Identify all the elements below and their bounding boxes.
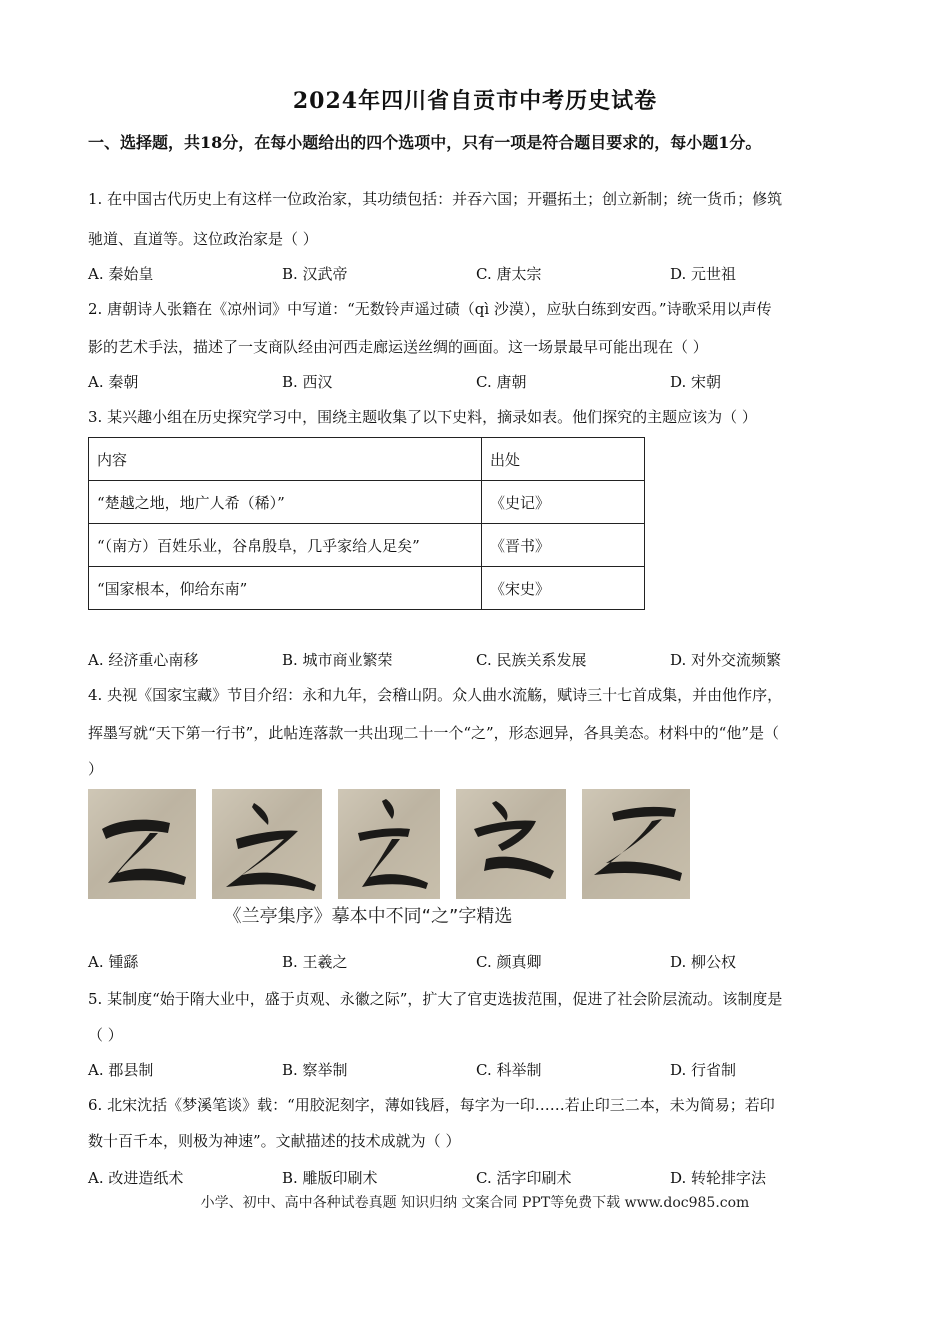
page-footer: 小学、初中、高中各种试卷真题 知识归纳 文案合同 PPT等免费下载 www.doc985.com bbox=[200, 1195, 750, 1211]
question-6-options bbox=[88, 1167, 868, 1189]
question-3-line-1: 3. 某兴趣小组在历史探究学习中，围绕主题收集了以下史料，摘录如表。他们探究的主题应该为（ ） bbox=[88, 408, 757, 426]
table-cell-content: “楚越之地，地广人希（稀）” bbox=[89, 481, 482, 524]
question-6-line-1: 6. 北宋沈括《梦溪笔谈》载：“用胶泥刻字，薄如钱唇，每字为一印……若止印三二本，未为简易；若印 bbox=[88, 1096, 775, 1114]
image-caption: 《兰亭集序》摹本中不同“之”字精选 bbox=[223, 906, 513, 927]
option-d[interactable]: D. 宋朝 bbox=[670, 373, 722, 391]
option-b[interactable]: B. 察举制 bbox=[282, 1061, 348, 1079]
option-a[interactable]: A. 秦始皇 bbox=[88, 265, 154, 283]
option-b[interactable]: B. 城市商业繁荣 bbox=[282, 651, 393, 669]
table-cell-content: “国家根本，仰给东南” bbox=[89, 567, 482, 610]
question-5-line-2: （ ） bbox=[88, 1026, 123, 1044]
source-table bbox=[88, 437, 645, 610]
question-5-options bbox=[88, 1059, 868, 1081]
table-cell-source: 《史记》 bbox=[482, 481, 645, 524]
option-a[interactable]: A. 郡县制 bbox=[88, 1061, 154, 1079]
option-b[interactable]: B. 西汉 bbox=[282, 373, 333, 391]
question-4-options bbox=[88, 951, 868, 973]
question-2-options bbox=[88, 371, 868, 393]
option-c[interactable]: C. 活字印刷术 bbox=[476, 1169, 572, 1187]
option-d[interactable]: D. 转轮排字法 bbox=[670, 1169, 767, 1187]
calligraphy-zhi-4 bbox=[456, 789, 566, 899]
option-d[interactable]: D. 柳公权 bbox=[670, 953, 737, 971]
option-c[interactable]: C. 科举制 bbox=[476, 1061, 542, 1079]
table-row bbox=[89, 567, 645, 610]
calligraphy-zhi-1 bbox=[88, 789, 196, 899]
option-c[interactable]: C. 唐朝 bbox=[476, 373, 527, 391]
option-c[interactable]: C. 颜真卿 bbox=[476, 953, 542, 971]
option-d[interactable]: D. 元世祖 bbox=[670, 265, 737, 283]
option-b[interactable]: B. 汉武帝 bbox=[282, 265, 348, 283]
option-c[interactable]: C. 民族关系发展 bbox=[476, 651, 587, 669]
question-3-options bbox=[88, 649, 868, 671]
question-6-line-2: 数十百千本，则极为神速”。文献描述的技术成就为（ ） bbox=[88, 1132, 461, 1150]
question-1-line-2: 驰道、直道等。这位政治家是（ ） bbox=[88, 230, 318, 248]
question-1-options bbox=[88, 263, 868, 285]
table-row bbox=[89, 481, 645, 524]
calligraphy-zhi-2 bbox=[212, 789, 322, 899]
calligraphy-image bbox=[88, 789, 690, 899]
option-b[interactable]: B. 王羲之 bbox=[282, 953, 348, 971]
table-header-source: 出处 bbox=[482, 438, 645, 481]
option-a[interactable]: A. 改进造纸术 bbox=[88, 1169, 184, 1187]
table-cell-source: 《宋史》 bbox=[482, 567, 645, 610]
question-1-line-1: 1. 在中国古代历史上有这样一位政治家，其功绩包括：并吞六国；开疆拓土；创立新制；统一货币；修筑 bbox=[88, 190, 783, 208]
question-2-line-1: 2. 唐朝诗人张籍在《凉州词》中写道：“无数铃声遥过碛（qì 沙漠），应驮白练到安西。”诗歌采用以声传 bbox=[88, 300, 772, 318]
option-d[interactable]: D. 对外交流频繁 bbox=[670, 651, 782, 669]
option-c[interactable]: C. 唐太宗 bbox=[476, 265, 542, 283]
option-d[interactable]: D. 行省制 bbox=[670, 1061, 737, 1079]
option-a[interactable]: A. 秦朝 bbox=[88, 373, 139, 391]
option-a[interactable]: A. 经济重心南移 bbox=[88, 651, 199, 669]
option-b[interactable]: B. 雕版印刷术 bbox=[282, 1169, 378, 1187]
question-5-line-1: 5. 某制度“始于隋大业中，盛于贞观、永徽之际”，扩大了官吏选拔范围，促进了社会阶层流动。该制度是 bbox=[88, 990, 783, 1008]
page-title: 2024年四川省自贡市中考历史试卷 bbox=[292, 88, 658, 114]
table-header-content: 内容 bbox=[89, 438, 482, 481]
calligraphy-zhi-3 bbox=[338, 789, 440, 899]
table-cell-source: 《晋书》 bbox=[482, 524, 645, 567]
section-heading: 一、选择题，共18分，在每小题给出的四个选项中，只有一项是符合题目要求的，每小题1分。 bbox=[88, 133, 762, 152]
calligraphy-zhi-5 bbox=[582, 789, 690, 899]
question-4-line-1: 4. 央视《国家宝藏》节目介绍：永和九年，会稽山阴。众人曲水流觞，赋诗三十七首成集，并由他作序， bbox=[88, 686, 783, 704]
question-4-line-3: ） bbox=[88, 760, 104, 778]
table-cell-content: “（南方）百姓乐业，谷帛殷阜，几乎家给人足矣” bbox=[89, 524, 482, 567]
question-2-line-2: 影的艺术手法，描述了一支商队经由河西走廊运送丝绸的画面。这一场景最早可能出现在（ ） bbox=[88, 338, 708, 356]
table-row bbox=[89, 524, 645, 567]
table-header-row bbox=[89, 438, 645, 481]
option-a[interactable]: A. 锺繇 bbox=[88, 953, 139, 971]
question-4-line-2: 挥墨写就“天下第一行书”，此帖连落款一共出现二十一个“之”，形态迥异，各具美态。材料中的“他”是（ bbox=[88, 724, 780, 742]
